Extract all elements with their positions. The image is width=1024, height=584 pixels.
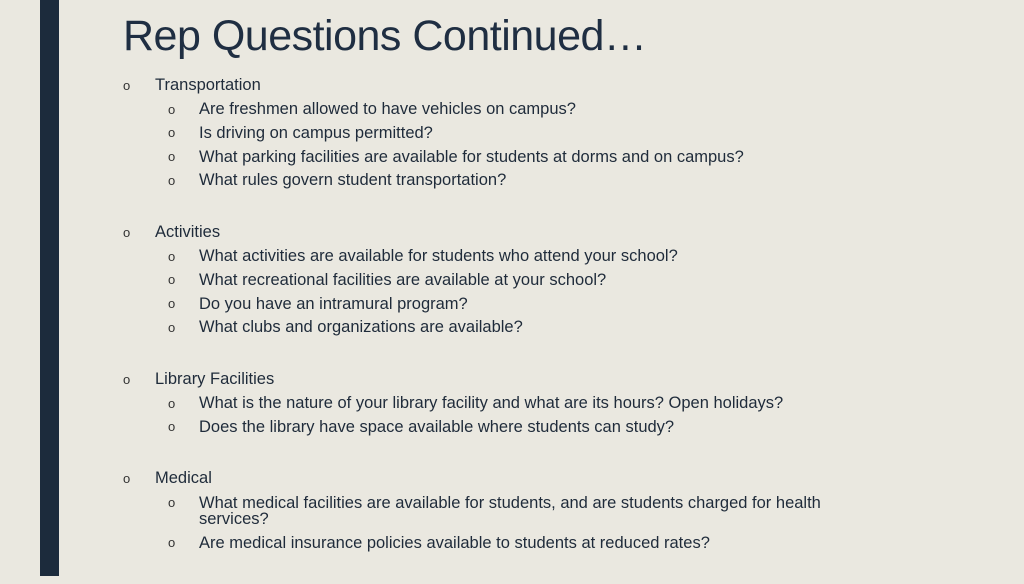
list-item-text: What activities are available for students who attend your school?: [199, 247, 678, 266]
section-heading-text: Transportation: [155, 76, 261, 94]
list-item-text: What parking facilities are available for students at dorms and on campus?: [199, 147, 744, 166]
list-item-text: Are freshmen allowed to have vehicles on campus?: [199, 100, 576, 119]
list-item: [120, 121, 880, 145]
list-item-text: What medical facilities are available for students, and are students charged for health services?: [199, 493, 821, 529]
section-heading-text: Library Facilities: [155, 369, 275, 388]
bullet-list: [120, 74, 880, 584]
bullet-icon: o: [168, 419, 176, 435]
bullet-icon: o: [123, 471, 131, 487]
section-heading: [120, 467, 880, 491]
list-item: [120, 292, 880, 316]
list-item-text: Does the library have space available where students can study?: [199, 417, 675, 436]
accent-bar: [40, 0, 59, 576]
list-item: [120, 169, 880, 193]
list-item-text: What rules govern student transportation?: [199, 171, 507, 190]
list-item: [120, 415, 880, 439]
list-item: [120, 245, 880, 269]
bullet-icon: o: [123, 224, 131, 240]
bullet-icon: o: [168, 535, 176, 551]
bullet-icon: o: [123, 371, 131, 387]
bullet-icon: o: [168, 125, 176, 141]
slide-title: Rep Questions Continued…: [123, 12, 647, 60]
section-heading-text: Activities: [155, 222, 221, 241]
section-heading: [120, 221, 880, 245]
section: [120, 74, 880, 192]
section-heading: [120, 74, 880, 98]
list-item: [120, 491, 880, 531]
list-item-text: What clubs and organizations are available?: [199, 318, 523, 337]
list-item-text: What recreational facilities are available at your school?: [199, 270, 607, 289]
section: [120, 221, 880, 339]
bullet-icon: o: [168, 248, 176, 264]
bullet-icon: o: [168, 319, 176, 335]
section-heading: [120, 368, 880, 392]
bullet-icon: o: [168, 172, 176, 188]
list-item: [120, 145, 880, 169]
list-item-text: Are medical insurance policies available to students at reduced rates?: [199, 533, 710, 552]
list-item-text: Is driving on campus permitted?: [199, 123, 433, 142]
bullet-icon: o: [168, 272, 176, 288]
section: [120, 467, 880, 555]
bullet-icon: o: [168, 101, 176, 117]
list-item: [120, 531, 880, 555]
section-heading-text: Medical: [155, 469, 212, 488]
section: [120, 368, 880, 439]
list-item: [120, 268, 880, 292]
list-item: [120, 98, 880, 122]
bullet-icon: o: [168, 495, 176, 511]
list-item-text: Do you have an intramural program?: [199, 294, 468, 313]
bullet-icon: o: [168, 395, 176, 411]
list-item-text: What is the nature of your library facility and what are its hours? Open holidays?: [199, 394, 784, 413]
list-item: [120, 316, 880, 340]
bullet-icon: o: [123, 78, 131, 93]
list-item: [120, 392, 880, 416]
bullet-icon: o: [168, 296, 176, 312]
bullet-icon: o: [168, 149, 176, 165]
